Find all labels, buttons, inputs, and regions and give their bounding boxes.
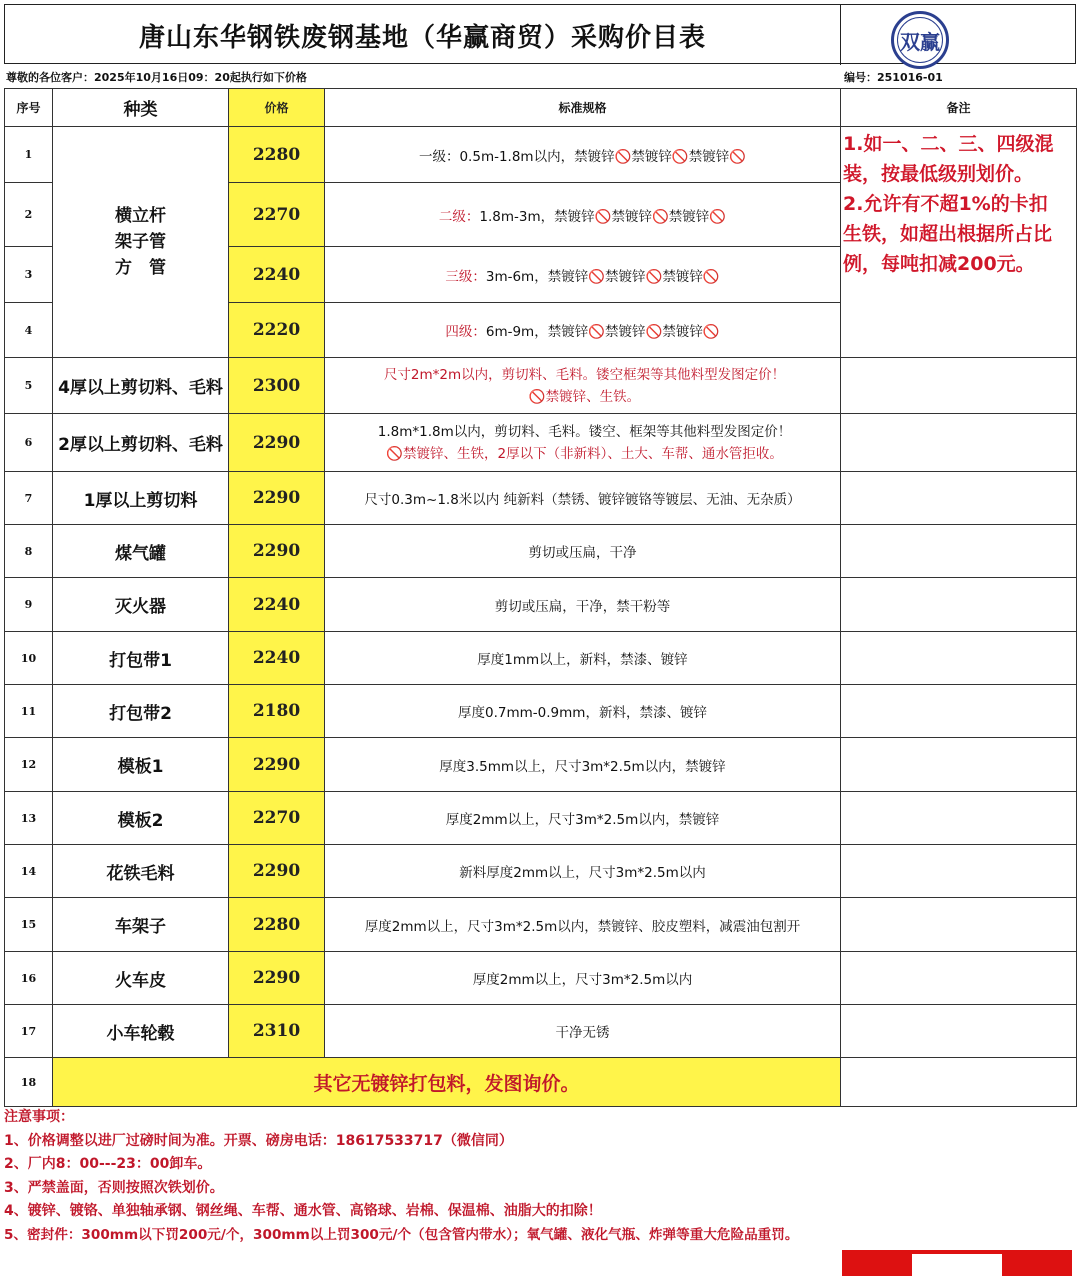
grade-label: 三级： xyxy=(445,268,486,285)
spec-cell: 厚度2mm以上，尺寸3m*2.5m以内，禁镀锌 xyxy=(325,792,841,845)
kind-pipe-group xyxy=(53,127,229,358)
price-cell: 2290 xyxy=(229,472,325,525)
row-index: 6 xyxy=(5,414,53,472)
kind-line: 横立杆 xyxy=(115,206,166,226)
row-index: 8 xyxy=(5,525,53,578)
table-row xyxy=(5,898,1077,952)
table-row xyxy=(5,738,1077,792)
remark-empty xyxy=(841,898,1077,952)
remark-line: 例，每吨扣减200元。 xyxy=(843,253,1035,275)
remark-empty xyxy=(841,1005,1077,1058)
kind-cell: 1厚以上剪切料 xyxy=(53,472,229,525)
spec-cell xyxy=(325,127,841,183)
price-cell: 2280 xyxy=(229,127,325,183)
table-row xyxy=(5,1005,1077,1058)
note-item: 4、镀锌、镀铬、单独轴承钢、钢丝绳、车帮、通水管、高铬球、岩棉、保温棉、油脂大的扣除！ xyxy=(4,1203,602,1220)
spec-cell: 厚度3.5mm以上，尺寸3m*2.5m以内，禁镀锌 xyxy=(325,738,841,792)
note-item: 2、厂内8：00---23：00卸车。 xyxy=(4,1156,212,1173)
kind-line: 方 管 xyxy=(115,258,166,278)
price-cell: 2270 xyxy=(229,792,325,845)
remark-cell xyxy=(841,127,1077,358)
title-row xyxy=(4,4,1076,64)
remark-empty xyxy=(841,632,1077,685)
page-title: 唐山东华钢铁废钢基地（华赢商贸）采购价目表 xyxy=(5,5,841,65)
row-index: 10 xyxy=(5,632,53,685)
remark-empty xyxy=(841,792,1077,845)
kind-cell: 模板1 xyxy=(53,738,229,792)
price-cell: 2220 xyxy=(229,303,325,358)
kind-cell: 打包带1 xyxy=(53,632,229,685)
note-item: 5、密封件：300mm以下罚200元/个，300mm以上罚300元/个（包含管内带水）；氧气罐、液化气瓶、炸弹等重大危险品重罚。 xyxy=(4,1226,799,1243)
remark-line: 1.如一、二、三、四级混 xyxy=(843,133,1054,155)
remark-text xyxy=(841,127,1076,279)
remark-empty xyxy=(841,952,1077,1005)
table-row xyxy=(5,632,1077,685)
remark-empty xyxy=(841,845,1077,898)
spec-text: 3m-6m，禁镀锌🚫禁镀锌🚫禁镀锌🚫 xyxy=(485,268,720,285)
spec-cell xyxy=(325,183,841,247)
spec-cell: 厚度0.7mm-0.9mm，新料，禁漆、镀锌 xyxy=(325,685,841,738)
row-index: 15 xyxy=(5,898,53,952)
table-row xyxy=(5,414,1077,472)
table-row-other xyxy=(5,1058,1077,1107)
row-index: 1 xyxy=(5,127,53,183)
row-index: 17 xyxy=(5,1005,53,1058)
row-index: 14 xyxy=(5,845,53,898)
effective-notice: 尊敬的各位客户：2025年10月16日09：20起执行如下价格 xyxy=(6,71,307,84)
row-index: 16 xyxy=(5,952,53,1005)
spec-cell xyxy=(325,247,841,303)
row-index: 9 xyxy=(5,578,53,632)
price-cell: 2290 xyxy=(229,414,325,472)
row-index: 5 xyxy=(5,358,53,414)
price-cell: 2290 xyxy=(229,738,325,792)
table-row xyxy=(5,685,1077,738)
row-index: 11 xyxy=(5,685,53,738)
note-item: 3、严禁盖面，否则按照次铁划价。 xyxy=(4,1179,224,1196)
price-cell: 2270 xyxy=(229,183,325,247)
spec-cell: 厚度1mm以上，新料，禁漆、镀锌 xyxy=(325,632,841,685)
kind-cell: 模板2 xyxy=(53,792,229,845)
header-remark: 备注 xyxy=(841,89,1077,127)
kind-cell: 煤气罐 xyxy=(53,525,229,578)
price-cell: 2240 xyxy=(229,578,325,632)
price-sheet xyxy=(4,4,1076,1272)
table-row xyxy=(5,525,1077,578)
row-index: 13 xyxy=(5,792,53,845)
spec-cell xyxy=(325,303,841,358)
remark-empty xyxy=(841,472,1077,525)
grade-label: 四级： xyxy=(445,324,486,340)
spec-cell: 新料厚度2mm以上，尺寸3m*2.5m以内 xyxy=(325,845,841,898)
row-index: 12 xyxy=(5,738,53,792)
table-row xyxy=(5,845,1077,898)
spec-cell: 厚度2mm以上，尺寸3m*2.5m以内，禁镀锌、胶皮塑料，减震油包割开 xyxy=(325,898,841,952)
header-index: 序号 xyxy=(5,89,53,127)
kind-line: 架子管 xyxy=(115,232,166,252)
price-cell: 2280 xyxy=(229,898,325,952)
remark-line: 装，按最低级别划价。 xyxy=(843,163,1034,185)
table-row xyxy=(5,472,1077,525)
grade-label: 二级： xyxy=(438,208,480,225)
kind-cell: 4厚以上剪切料、毛料 xyxy=(53,358,229,414)
remark-line: 生铁，如超出根据所占比 xyxy=(843,223,1053,245)
grade-label: 一级： xyxy=(418,148,460,165)
notice-row xyxy=(4,64,1076,88)
spec-line: 1.8m*1.8m以内，剪切料、毛料。镂空、框架等其他料型发图定价！ xyxy=(377,423,792,440)
remark-empty xyxy=(841,685,1077,738)
kind-cell: 火车皮 xyxy=(53,952,229,1005)
spec-line: 尺寸2m*2m以内，剪切料、毛料。镂空框架等其他料型发图定价！ xyxy=(383,366,786,383)
spec-text: 1.8m-3m，禁镀锌🚫禁镀锌🚫禁镀锌🚫 xyxy=(479,208,727,225)
remark-empty xyxy=(841,358,1077,414)
other-material-note: 其它无镀锌打包料，发图询价。 xyxy=(53,1058,841,1107)
price-cell: 2290 xyxy=(229,845,325,898)
price-cell: 2240 xyxy=(229,632,325,685)
table-row xyxy=(5,578,1077,632)
price-cell: 2290 xyxy=(229,952,325,1005)
price-table xyxy=(4,88,1077,1107)
kind-cell: 花铁毛料 xyxy=(53,845,229,898)
remark-empty xyxy=(841,578,1077,632)
spec-text: 0.5m-1.8m以内，禁镀锌🚫禁镀锌🚫禁镀锌🚫 xyxy=(459,148,747,165)
remark-empty xyxy=(841,1058,1077,1107)
price-cell: 2290 xyxy=(229,525,325,578)
remark-empty xyxy=(841,414,1077,472)
spec-cell xyxy=(325,358,841,414)
kind-cell: 2厚以上剪切料、毛料 xyxy=(53,414,229,472)
spec-cell: 干净无锈 xyxy=(325,1005,841,1058)
company-logo xyxy=(891,11,949,69)
kind-cell: 打包带2 xyxy=(53,685,229,738)
spec-line: 🚫禁镀锌、生铁，2厚以下（非新料）、土大、车帮、通水管拒收。 xyxy=(386,445,783,462)
row-index: 3 xyxy=(5,247,53,303)
kind-cell: 小车轮毂 xyxy=(53,1005,229,1058)
header-kind: 种类 xyxy=(53,89,229,127)
header-spec: 标准规格 xyxy=(325,89,841,127)
spec-cell xyxy=(325,414,841,472)
row-index: 2 xyxy=(5,183,53,247)
row-index: 18 xyxy=(5,1058,53,1107)
serial-number: 编号：251016-01 xyxy=(844,71,943,84)
price-cell: 2180 xyxy=(229,685,325,738)
remark-empty xyxy=(841,525,1077,578)
table-row xyxy=(5,127,1077,183)
spec-line: 🚫禁镀锌、生铁。 xyxy=(528,388,641,405)
spec-cell: 剪切或压扁，干净，禁干粉等 xyxy=(325,578,841,632)
spec-text: 6m-9m，禁镀锌🚫禁镀锌🚫禁镀锌🚫 xyxy=(485,324,720,340)
table-row xyxy=(5,358,1077,414)
kind-cell: 灭火器 xyxy=(53,578,229,632)
spec-cell: 厚度2mm以上，尺寸3m*2.5m以内 xyxy=(325,952,841,1005)
note-item: 1、价格调整以进厂过磅时间为准。开票、磅房电话：18617533717（微信同） xyxy=(4,1132,513,1149)
spec-cell: 尺寸0.3m~1.8米以内 纯新料（禁锈、镀锌镀铬等镀层、无油、无杂质） xyxy=(325,472,841,525)
price-cell: 2310 xyxy=(229,1005,325,1058)
table-row xyxy=(5,792,1077,845)
remark-line: 2.允许有不超1%的卡扣 xyxy=(843,193,1048,215)
row-index: 7 xyxy=(5,472,53,525)
notes-title: 注意事项： xyxy=(4,1109,74,1125)
logo-text: 双赢 xyxy=(897,17,943,63)
qr-code-banner xyxy=(842,1250,1072,1276)
price-cell: 2240 xyxy=(229,247,325,303)
row-index: 4 xyxy=(5,303,53,358)
table-header xyxy=(5,89,1077,127)
remark-empty xyxy=(841,738,1077,792)
spec-cell: 剪切或压扁，干净 xyxy=(325,525,841,578)
kind-cell: 车架子 xyxy=(53,898,229,952)
price-cell: 2300 xyxy=(229,358,325,414)
header-price: 价格 xyxy=(229,89,325,127)
notes-section xyxy=(4,1106,1076,1248)
table-row xyxy=(5,952,1077,1005)
